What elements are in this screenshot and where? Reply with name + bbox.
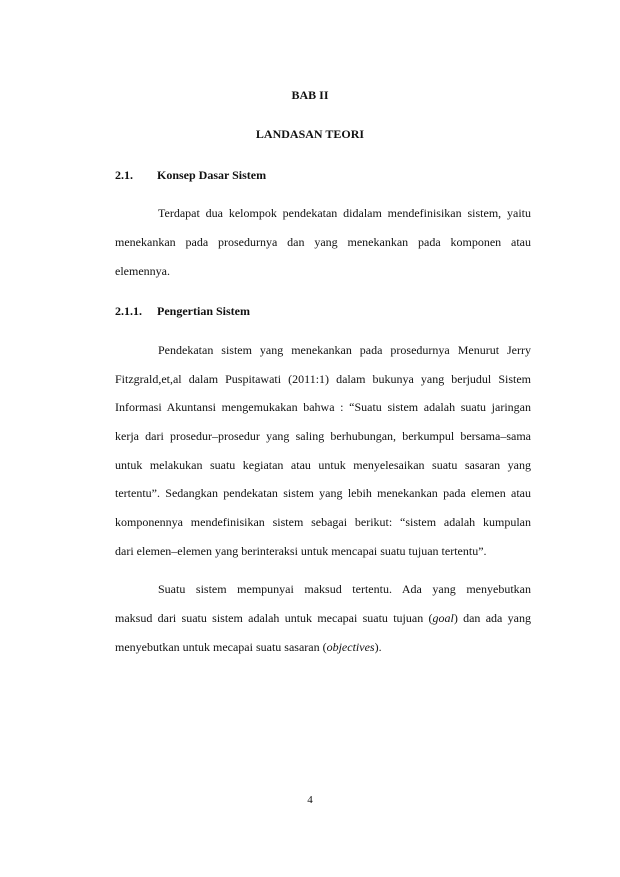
text-run: ).: [374, 640, 382, 654]
section-number: 2.1.1.: [115, 304, 142, 318]
section-heading-2-1-1: [115, 304, 250, 319]
text-run: ) dan ada yang: [453, 611, 531, 625]
text-run: maksud dari suatu sistem adalah untuk mecapai suatu tujuan (: [115, 611, 433, 625]
section-heading-2-1: [115, 168, 266, 183]
paragraph-line: Suatu sistem mempunyai maksud tertentu. Ada yang menyebutkan: [158, 582, 531, 596]
paragraph-line: [115, 611, 531, 625]
section-title: Pengertian Sistem: [157, 304, 250, 318]
chapter-title: LANDASAN TEORI: [255, 127, 365, 141]
paragraph-line: komponennya mendefinisikan sistem sebagai berikut: “sistem adalah kumpulan: [115, 515, 531, 529]
paragraph-line: menekankan pada prosedurnya dan yang menekankan pada komponen atau: [115, 235, 531, 249]
paragraph-line: [115, 640, 531, 654]
paragraph-line: tertentu”. Sedangkan pendekatan sistem yang lebih menekankan pada elemen atau: [115, 486, 531, 500]
paragraph-line: Pendekatan sistem yang menekankan pada prosedurnya Menurut Jerry: [158, 343, 531, 357]
paragraph-line: Terdapat dua kelompok pendekatan didalam mendefinisikan sistem, yaitu: [158, 206, 531, 220]
chapter-label: BAB II: [291, 88, 329, 102]
paragraph-line: Fitzgrald,et,al dalam Puspitawati (2011:1) dalam bukunya yang berjudul Sistem: [115, 372, 531, 386]
paragraph-line: untuk melakukan suatu kegiatan atau untuk menyelesaikan suatu sasaran yang: [115, 458, 531, 472]
paragraph-line: elemennya.: [115, 264, 170, 278]
paragraph-line: kerja dari prosedur–prosedur yang saling berhubungan, berkumpul bersama–sama: [115, 429, 531, 443]
section-title: Konsep Dasar Sistem: [157, 168, 267, 182]
paragraph-line: dari elemen–elemen yang berinteraksi untuk mencapai suatu tujuan tertentu”.: [115, 544, 487, 558]
italic-term-objectives: objectives: [326, 640, 375, 654]
section-number: 2.1.: [115, 168, 133, 182]
text-run: menyebutkan untuk mecapai suatu sasaran (: [115, 640, 327, 654]
italic-term-goal: goal: [432, 611, 454, 625]
paragraph-line: Informasi Akuntansi mengemukakan bahwa : “Suatu sistem adalah suatu jaringan: [115, 400, 531, 414]
page-number: 4: [307, 794, 313, 806]
